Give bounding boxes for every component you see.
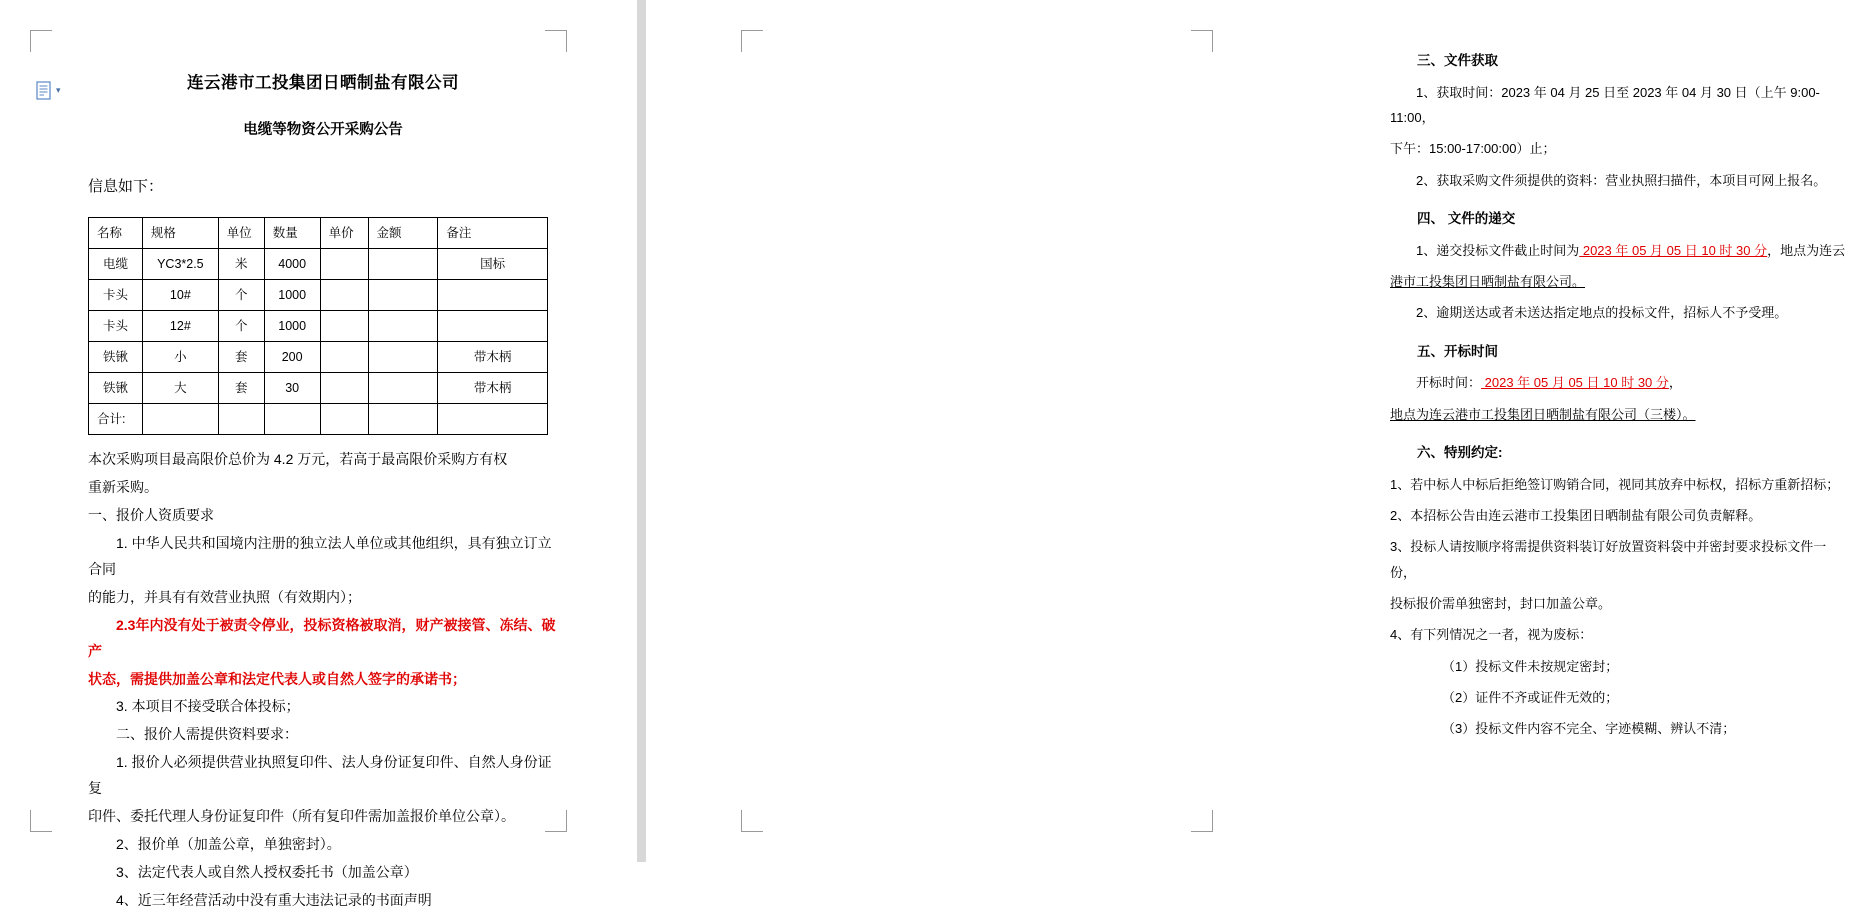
table-header-cell: 单价: [320, 218, 368, 249]
table-cell: [438, 280, 548, 311]
table-header-cell: 名称: [89, 218, 143, 249]
table-row: [89, 311, 548, 342]
table-cell: 铁锹: [89, 342, 143, 373]
table-cell: [320, 342, 368, 373]
table-cell: [438, 311, 548, 342]
document-icon[interactable]: [36, 80, 66, 100]
date-emphasis: 2023 年 05 月 05 日 10 时 30 分: [1481, 375, 1669, 391]
crop-mark-top-right: [545, 30, 567, 52]
section-heading: 三、文件获取: [1417, 53, 1498, 68]
paragraph: 投标报价需单独密封，封口加盖公章。: [1390, 596, 1612, 612]
table-cell: 卡头: [89, 311, 143, 342]
table-cell: [320, 373, 368, 404]
table-cell: [320, 249, 368, 280]
text-segment: 地点为: [1390, 406, 1430, 422]
table-cell: [438, 404, 548, 435]
table-cell: [368, 311, 438, 342]
table-cell: [320, 311, 368, 342]
paragraph: 3、投标人请按顺序将需提供资料装订好放置资料袋中并密封要求投标文件一份，: [1390, 539, 1827, 580]
table-row: [89, 373, 548, 404]
document-page-2: [646, 0, 1846, 862]
table-row: [89, 280, 548, 311]
table-header-cell: 备注: [438, 218, 548, 249]
table-cell: [368, 280, 438, 311]
table-cell: 4000: [264, 249, 320, 280]
date-emphasis: 2023 年 05 月 05 日 10 时 30 分: [1579, 242, 1768, 258]
table-cell: 带木柄: [438, 373, 548, 404]
page-subtitle: 电缆等物资公开采购公告: [243, 122, 403, 139]
paragraph: [1390, 370, 1850, 395]
table-cell: [320, 280, 368, 311]
text-underline: 港市工投集团日晒制盐有限公司。: [1390, 274, 1586, 289]
table-cell: [320, 404, 368, 435]
table-row: [89, 249, 548, 280]
table-cell: 12#: [142, 311, 218, 342]
paragraph: （3）投标文件内容不完全、字迹模糊、辨认不清；: [1442, 721, 1736, 737]
table-row: [89, 342, 548, 373]
paragraph: 3、法定代表人或自然人授权委托书（加盖公章）: [116, 863, 418, 880]
table-cell: [264, 404, 320, 435]
paragraph: 2、获取采购文件须提供的资料：营业执照扫描件，本项目可网上报名。: [1416, 172, 1827, 188]
section-heading: 二、报价人需提供资料要求：: [116, 726, 298, 743]
paragraph: [1390, 238, 1850, 263]
paragraph: 1. 报价人必须提供营业执照复印件、法人身份证复印件、自然人身份证复: [88, 754, 552, 797]
paragraph: （1）投标文件未按规定密封；: [1442, 658, 1619, 674]
table-header-cell: 数量: [264, 218, 320, 249]
table-total-label: 合计:: [89, 404, 143, 435]
page-gutter: [637, 0, 646, 862]
table-cell: 铁锹: [89, 373, 143, 404]
paragraph: 重新采购。: [88, 479, 158, 496]
paragraph: 2、逾期送达或者未送达指定地点的投标文件，招标人不予受理。: [1416, 305, 1788, 321]
paragraph: 1. 中华人民共和国境内注册的独立法人单位或其他组织，具有独立订立合同: [88, 535, 552, 577]
table-cell: 1000: [264, 280, 320, 311]
table-cell: 个: [218, 280, 264, 311]
table-cell: 电缆: [89, 249, 143, 280]
table-cell: 个: [218, 311, 264, 342]
table-cell: 大: [142, 373, 218, 404]
text-underline: 连云港市工投集团日晒制盐有限公司（三楼）。: [1429, 406, 1696, 422]
document-page-1: [0, 0, 637, 908]
paragraph: 1、若中标人中标后拒绝签订购销合同，视同其放弃中标权，招标方重新招标；: [1390, 476, 1840, 492]
text-segment: ，地点为连云: [1767, 242, 1846, 258]
page-1-content: [88, 68, 558, 916]
table-cell: [218, 404, 264, 435]
table-cell: 200: [264, 342, 320, 373]
table-total-row: [89, 404, 548, 435]
goods-table: [88, 217, 548, 435]
paragraph: 印件、委托代理人身份证复印件（所有复印件需加盖报价单位公章）。: [88, 807, 515, 824]
section-heading: 四、 文件的递交: [1417, 211, 1516, 227]
text-segment: 1、递交投标文件截止时间为: [1416, 242, 1580, 258]
table-cell: [142, 404, 218, 435]
lead-text: 信息如下：: [88, 177, 164, 195]
page-title: 连云港市工投集团日晒制盐有限公司: [187, 74, 459, 92]
table-cell: [368, 342, 438, 373]
document-icon-glyph: [36, 81, 53, 100]
paragraph: 本次采购项目最高限价总价为 4.2 万元，若高于最高限价采购方有权: [88, 451, 508, 468]
table-cell: 10#: [142, 280, 218, 311]
crop-mark-top-left: [741, 30, 763, 52]
text-segment: ，: [1668, 375, 1682, 391]
crop-mark-bottom-right: [1191, 810, 1213, 832]
table-cell: [368, 249, 438, 280]
table-header-cell: 金额: [368, 218, 438, 249]
chevron-down-icon[interactable]: ▾: [56, 84, 61, 95]
paragraph: 3. 本项目不接受联合体投标；: [116, 698, 300, 715]
table-cell: [368, 373, 438, 404]
table-cell: [368, 404, 438, 435]
paragraph: 2、本招标公告由连云港市工投集团日晒制盐有限公司负责解释。: [1390, 508, 1762, 523]
section-heading: 五、开标时间: [1417, 343, 1498, 359]
crop-mark-top-left: [30, 30, 52, 52]
paragraph: 4、有下列情况之一者，视为废标：: [1390, 627, 1593, 643]
paragraph: （2）证件不齐或证件无效的；: [1442, 690, 1619, 706]
crop-mark-top-right: [1191, 30, 1213, 52]
text-segment: 开标时间：: [1416, 375, 1482, 391]
paragraph-highlight: 2.3年内没有处于被责令停业，投标资格被取消，财产被接管、冻结、破产: [88, 616, 556, 659]
table-cell: 国标: [438, 249, 548, 280]
paragraph: 下午：15:00-17:00:00）止；: [1390, 141, 1556, 157]
table-header-row: [89, 218, 548, 249]
table-cell: 小: [142, 342, 218, 373]
table-cell: 1000: [264, 311, 320, 342]
section-heading: 六、特别约定:: [1417, 445, 1503, 461]
page-2-content: [1390, 48, 1850, 748]
crop-mark-bottom-left: [30, 810, 52, 832]
paragraph: 2、报价单（加盖公章，单独密封）。: [116, 835, 341, 852]
table-header-cell: 单位: [218, 218, 264, 249]
table-cell: 套: [218, 342, 264, 373]
crop-mark-bottom-left: [741, 810, 763, 832]
paragraph: [1390, 269, 1850, 294]
table-cell: 带木柄: [438, 342, 548, 373]
section-heading: 一、报价人资质要求: [88, 507, 214, 524]
paragraph: 的能力，并具有有效营业执照（有效期内）；: [88, 588, 361, 605]
paragraph: 4、近三年经营活动中没有重大违法记录的书面声明: [116, 891, 432, 908]
paragraph-highlight: 状态，需提供加盖公章和法定代表人或自然人签字的承诺书；: [88, 670, 466, 687]
table-cell: YC3*2.5: [142, 249, 218, 280]
table-cell: 米: [218, 249, 264, 280]
table-header-cell: 规格: [142, 218, 218, 249]
paragraph: [1390, 402, 1850, 427]
paragraph: 1、获取时间：2023 年 04 月 25 日至 2023 年 04 月 30 日（上午 9:00-11:00，: [1390, 84, 1820, 125]
table-cell: 30: [264, 373, 320, 404]
table-cell: 卡头: [89, 280, 143, 311]
table-cell: 套: [218, 373, 264, 404]
